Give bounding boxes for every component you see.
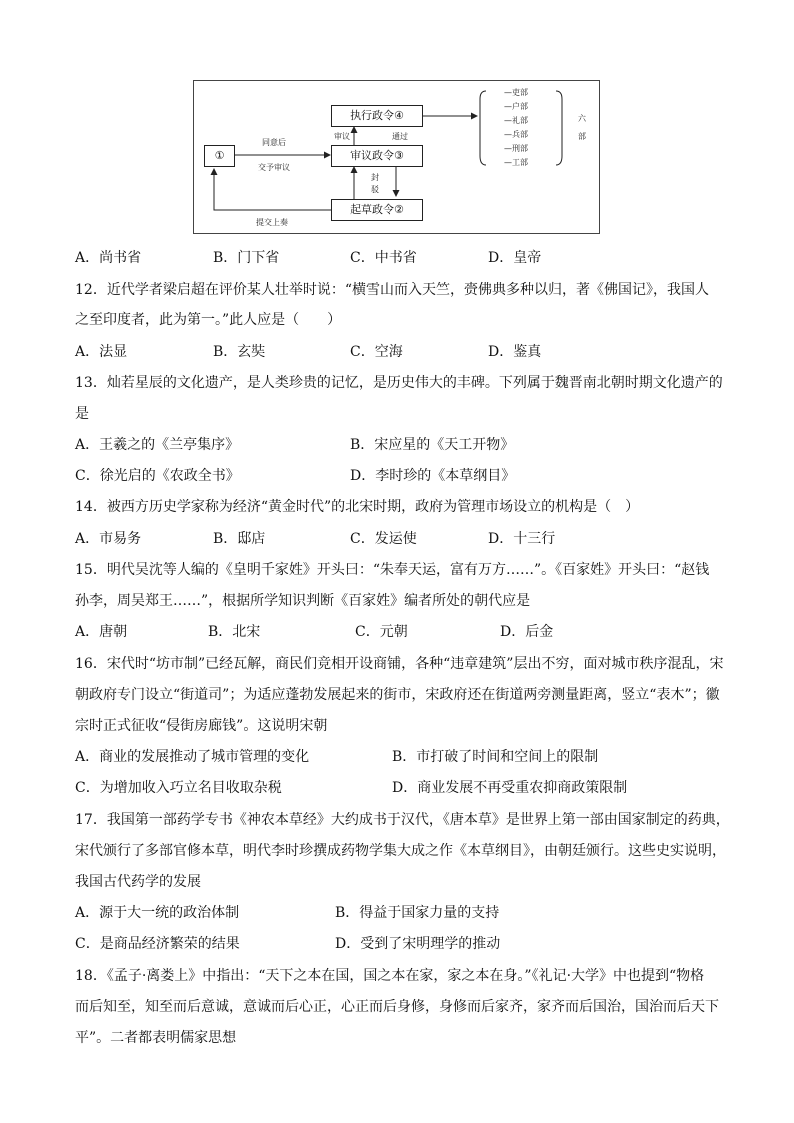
q18-stem-line2: 而后知至，知至而后意诚，意诚而后心正，心正而后身修，身修而后家齐，家齐而后国治，国治而后天下 (75, 999, 719, 1015)
q14-option-c: C．发运使 (350, 531, 417, 547)
feng-label: 封 (371, 173, 379, 182)
q15-option-a: A．唐朝 (75, 624, 128, 640)
q15-option-c: C．元朝 (355, 624, 408, 640)
q16-stem-line2: 朝政府专门设立“街道司”；为适应蓬勃发展起来的街市，宋政府还在街道两旁测量距离，竖立“表木”；徽 (75, 687, 720, 703)
q12-stem-line1: 12．近代学者梁启超在评价某人壮举时说：“横雪山而入天竺，赍佛典多种以归，著《佛国记》，我国人 (75, 282, 709, 298)
six-ministries-label: 六 部 (578, 114, 586, 141)
q17-option-a: A．源于大一统的政治体制 (75, 905, 240, 921)
review-decree-box: 审议政令③ (331, 145, 423, 167)
q13-option-c: C．徐光启的《农政全书》 (75, 468, 240, 484)
emperor-box: ① (204, 145, 235, 167)
q11-option-c: C．中书省 (350, 250, 417, 266)
q16-stem-line1: 16．宋代时“坊市制”已经瓦解，商民们竞相开设商铺，各种“违章建筑”层出不穷，面对城市秩序混乱，宋 (75, 656, 724, 672)
q16-option-b: B．市打破了时间和空间上的限制 (392, 749, 599, 765)
ministry-item: —户部 (504, 102, 528, 111)
q17-option-c: C．是商品经济繁荣的结果 (75, 936, 240, 952)
submit-up-label: 提交上奏 (256, 218, 288, 227)
q12-option-d: D．鉴真 (488, 344, 542, 360)
q13-stem-line1: 13．灿若星辰的文化遗产，是人类珍贵的记忆，是历史伟大的丰碑。下列属于魏晋南北朝时期文化遗产的 (75, 375, 723, 391)
q18-stem-line3: 平”。二者都表明儒家思想 (75, 1030, 237, 1046)
q12-stem-line2: 之至印度者，此为第一。”此人应是（ ） (75, 312, 342, 328)
pass-label: 通过 (392, 132, 408, 141)
q16-stem-line3: 宗时正式征收“侵街房廊钱”。这说明宋朝 (75, 718, 328, 734)
q14-option-b: B．邸店 (213, 531, 266, 547)
q15-option-b: B．北宋 (208, 624, 261, 640)
ministry-item: —兵部 (504, 130, 528, 139)
bo-label: 驳 (371, 185, 379, 194)
q12-option-a: A．法显 (75, 344, 128, 360)
ministry-item: —刑部 (504, 144, 528, 153)
ministry-item: —吏部 (504, 88, 528, 97)
submit-review-label: 交予审议 (258, 163, 290, 172)
government-structure-diagram (193, 80, 600, 234)
q13-option-a: A．王羲之的《兰亭集序》 (75, 437, 240, 453)
ministry-list (504, 86, 528, 170)
q17-option-d: D．受到了宋明理学的推动 (335, 936, 501, 952)
q15-option-d: D．后金 (500, 624, 554, 640)
q11-option-a: A．尚书省 (75, 250, 142, 266)
q13-stem-line2: 是 (75, 406, 89, 422)
deliberate-label: 审议 (334, 132, 350, 141)
q14-stem-line1: 14．被西方历史学家称为经济“黄金时代”的北宋时期，政府为管理市场设立的机构是（ ） (75, 499, 640, 515)
q13-option-b: B．宋应星的《天工开物》 (350, 437, 515, 453)
execute-decree-box: 执行政令④ (331, 105, 423, 127)
q17-stem-line2: 宋代颁行了多部官修本草，明代李时珍撰成药物学集大成之作《本草纲目》，由朝廷颁行。这些史实说明， (75, 843, 726, 859)
q14-option-d: D．十三行 (488, 531, 556, 547)
q17-stem-line3: 我国古代药学的发展 (75, 874, 201, 890)
ministry-item: —礼部 (504, 116, 528, 125)
q13-option-d: D．李时珍的《本草纲目》 (350, 468, 516, 484)
q12-option-b: B．玄奘 (213, 344, 266, 360)
q14-option-a: A．市易务 (75, 531, 142, 547)
q11-option-d: D．皇帝 (488, 250, 542, 266)
q16-option-a: A．商业的发展推动了城市管理的变化 (75, 749, 310, 765)
q15-stem-line1: 15．明代吴沈等人编的《皇明千家姓》开头曰：“朱奉天运，富有万方……”。《百家姓》开头曰：“赵钱 (75, 562, 710, 578)
ministry-item: —工部 (504, 158, 528, 167)
q17-stem-line1: 17．我国第一部药学专书《神农本草经》大约成书于汉代，《唐本草》是世界上第一部由国家制定的药典， (75, 812, 730, 828)
q11-option-b: B．门下省 (213, 250, 280, 266)
q15-stem-line2: 孙李，周吴郑王……”，根据所学知识判断《百家姓》编者所处的朝代应是 (75, 593, 531, 609)
agree-label: 同意后 (262, 138, 286, 147)
q12-option-c: C．空海 (350, 344, 403, 360)
q18-stem-line1: 18．《孟子·离娄上》中指出：“天下之本在国，国之本在家，家之本在身。”《礼记·大学》中也提到“物格 (75, 968, 705, 984)
q17-option-b: B．得益于国家力量的支持 (335, 905, 500, 921)
q16-option-d: D．商业发展不再受重农抑商政策限制 (392, 780, 628, 796)
draft-decree-box: 起草政令② (331, 199, 423, 221)
q16-option-c: C．为增加收入巧立名目收取杂税 (75, 780, 282, 796)
